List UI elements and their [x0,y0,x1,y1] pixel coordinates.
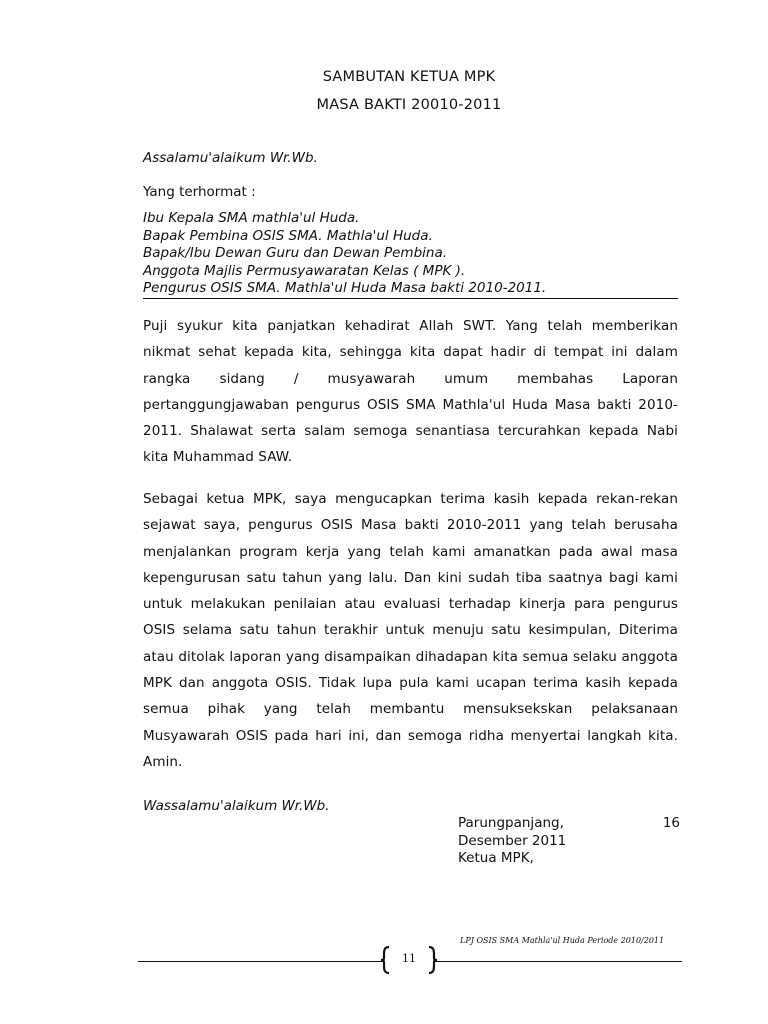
footer-note: LPJ OSIS SMA Mathla'ul Huda Periode 2010/2011 [460,936,665,945]
addressee-item: Bapak/Ibu Dewan Guru dan Dewan Pembina. [143,245,448,261]
document-subtitle: MASA BAKTI 20010-2011 [316,97,502,113]
honor-intro: Yang terhormat : [143,184,256,200]
divider [143,298,678,299]
page-number-frame [381,945,437,975]
addressee-item: Bapak Pembina OSIS SMA. Mathla'ul Huda. [143,227,433,244]
body-paragraph-2: Sebagai ketua MPK, saya mengucapkan terima kasih kepada rekan-rekan sejawat saya, pengurus OSIS Masa bakti 2010-2011 yang telah berusaha menjalankan program kerja yang telah kami amanatkan pada awal masa kepengurusan satu tahun yang lalu. Dan kini sudah tiba saatnya bagi kami untuk melakukan penilaian atau evaluasi terhadap kinerja para pengurus OSIS selama satu tahun terakhir untuk menuju satu kesimpulan, Diterima atau ditolak laporan yang disampaikan dihadapan kita semua selaku anggota MPK dan anggota OSIS. Tidak lupa pula kami ucapan terima kasih kepada semua pihak yang telah membantu mensuksekskan pelaksanaan Musyawarah OSIS pada hari ini, dan semoga ridha menyertai langkah kita. Amin. [143,491,678,770]
signature-block [458,815,680,868]
addressee-item: Ibu Kepala SMA mathla'ul Huda. [143,210,360,226]
signature-place-row [458,815,680,833]
page-number: 11 [402,952,416,965]
signature-place: Parungpanjang, [458,815,564,831]
addressee-list [143,210,683,298]
opening-greeting: Assalamu'alaikum Wr.Wb. [143,150,318,166]
body-paragraph-1: Puji syukur kita panjatkan kehadirat Allah SWT. Yang telah memberikan nikmat sehat kepada kita, sehingga kita dapat hadir di tempat ini dalam rangka sidang / musyawarah umum membahas Laporan pertanggungjawaban pengurus OSIS SMA Mathla'ul Huda Masa bakti 2010-2011. Shalawat serta salam semoga senantiasa tercurahkan kepada Nabi kita Muhammad SAW. [143,318,678,466]
signature-date: Desember 2011 [458,832,567,849]
closing-greeting: Wassalamu'alaikum Wr.Wb. [143,798,330,814]
document-title: SAMBUTAN KETUA MPK [322,69,496,85]
footer-divider-left [138,961,383,962]
signature-role: Ketua MPK, [458,850,534,866]
addressee-item: Anggota Majlis Permusyawaratan Kelas ( MPK ). [143,262,466,279]
footer-divider-right [435,961,682,962]
signature-day: 16 [662,815,680,831]
addressee-item: Pengurus OSIS SMA. Mathla'ul Huda Masa bakti 2010-2011. [143,280,547,296]
